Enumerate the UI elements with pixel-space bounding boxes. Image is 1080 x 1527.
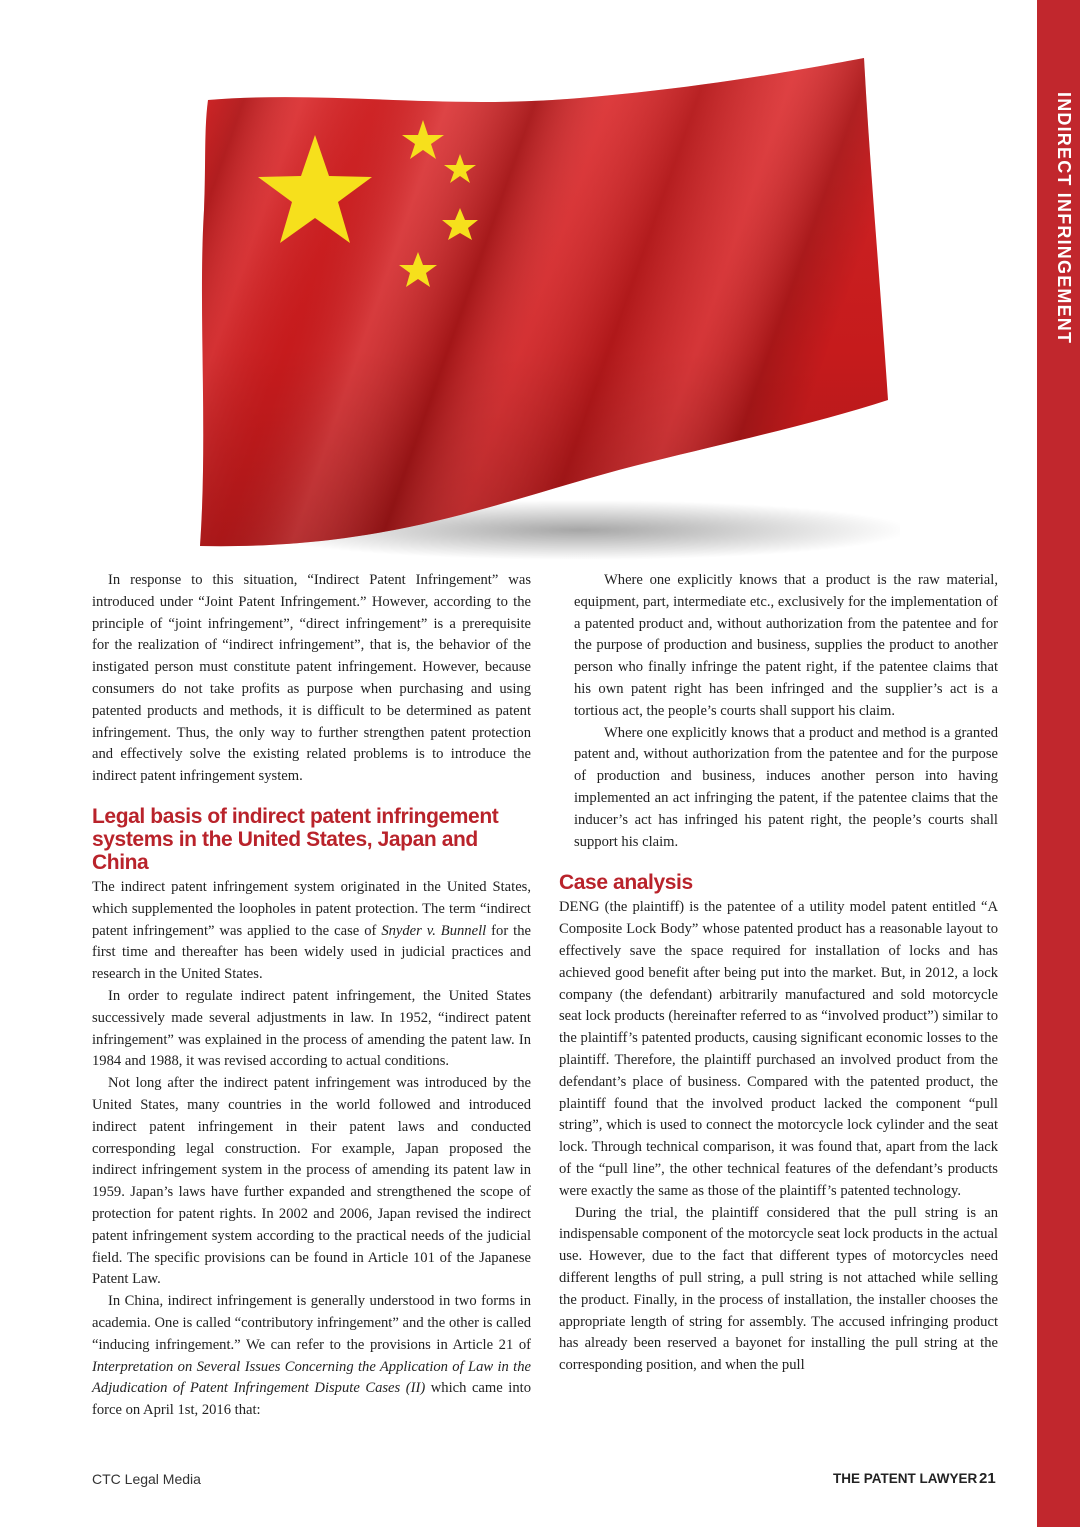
paragraph-text: for the first time and thereafter has been widely used in judicial practices and research in the United States. <box>92 922 531 983</box>
quote-paragraph: Where one explicitly knows that a product is the raw material, equipment, part, intermediate etc., exclusively for the implementation of a patented product and, without authorization from the patentee and for the purpose of production and business, supplies the product to another person who finally infringe the patent right, if the patentee claims that his own patent right has been infringed and the supplier’s act is a tortious act, the people’s courts shall support his claim. <box>574 572 998 719</box>
section-heading: Case analysis <box>559 871 693 895</box>
paragraph <box>92 1291 531 1422</box>
china-flag-icon <box>180 50 900 570</box>
section-label: INDIRECT INFRINGEMENT <box>1054 92 1074 345</box>
footer-magazine-title: THE PATENT LAWYER <box>833 1471 978 1486</box>
document-title: Interpretation on Several Issues Concerning the Application of Law in the Adjudication of Patent Infringement Dispute Cases (II) <box>92 1358 531 1397</box>
paragraph-text: In China, indirect infringement is generally understood in two forms in academia. One is called “contributory infringement” and the other is called “inducing infringement.” We can refer to the provisions in Article 21 of <box>92 1293 531 1353</box>
paragraph: DENG (the plaintiff) is the patentee of a utility model patent entitled “A Composite Lock Body” whose patented product has a reasonable layout to effectively save the space required for installation of locks and has achieved good benefit after being put into the market. But, in 2012, a lock company (the defendant) arbitrarily manufactured and sold motorcycle seat lock products (hereinafter referred to as “involved product”) similar to the plaintiff’s patented products, causing significant economic losses to the plaintiff. Therefore, the plaintiff purchased an involved product from the defendant’s place of business. Compared with the patented product, the plaintiff found that the involved product lacked the component “pull string”, which is used to connect the motorcycle lock cylinder and the seat lock. Through technical comparison, it was found that, apart from the lack of the “pull line”, the other technical features of the defendant’s products were exactly the same as those of the plaintiff’s patented technology. <box>559 899 998 1199</box>
paragraph: In order to regulate indirect patent infringement, the United States successively made several adjustments in law. In 1952, “indirect patent infringement” was explained in the process of amending the patent law. In 1984 and 1988, it was revised according to actual conditions. <box>92 987 531 1070</box>
paragraph-text: which came into force on April 1st, 2016 that: <box>92 1380 531 1419</box>
footer-publisher: CTC Legal Media <box>92 1471 201 1487</box>
case-name: Snyder v. Bunnell <box>381 922 487 939</box>
paragraph: Not long after the indirect patent infringement was introduced by the United States, many countries in the world followed and introduced indirect patent infringement in their patent laws and conducted corresponding legal construction. For example, Japan proposed the indirect infringement system in the process of amending its patent law in 1959. Japan’s laws have further expanded and strengthened the scope of protection for patent rights. In 2002 and 2006, Japan revised the indirect patent infringement system according to the practical needs of the judicial field. The specific provisions can be found in Article 101 of the Japanese Patent Law. <box>92 1075 531 1288</box>
left-column <box>92 570 531 1422</box>
paragraph: In response to this situation, “Indirect Patent Infringement” was introduced under “Joint Patent Infringement.” However, according to the principle of “joint infringement”, “direct infringement” is a prerequisite for the realization of “indirect infringement”, that is, the behavior of the instigated person must constitute patent infringement. However, because consumers do not take profits as purpose when purchasing and using patented products and methods, it is difficult to be determined as patent infringement. Thus, the only way to further strengthen patent protection and effectively solve the existing related problems is to introduce the indirect patent infringement system. <box>92 572 531 785</box>
flag-image <box>180 50 900 570</box>
paragraph: During the trial, the plaintiff considered that the pull string is an indispensable component of the motorcycle seat lock products in the actual use. However, due to the fact that different types of motorcycles need different lengths of pull string, a pull string is not attached while selling the product. Finally, in the process of installation, the installer chooses the appropriate length of string for assembly. The accused infringing product has already been reserved a bayonet for installing the pull string at the corresponding position, and when the pull <box>559 1204 998 1374</box>
page-number: 21 <box>979 1470 996 1487</box>
paragraph-text: The indirect patent infringement system originated in the United States, which supplemented the loopholes in patent protection. The term “indirect patent infringement” was applied to the case of <box>92 878 531 939</box>
paragraph <box>92 877 531 986</box>
quote-paragraph: Where one explicitly knows that a product and method is a granted patent and, without authorization from the patentee and for the purpose of production and business, induces another person into having implemented an act infringing the patent, if the patentee claims that the inducer’s act has infringed his patent right, the people’s courts shall support his claim. <box>574 724 998 850</box>
quoted-provisions <box>559 570 998 853</box>
section-heading: Legal basis of indirect patent infringement systems in the United States, Japan and China <box>92 804 499 874</box>
right-column <box>559 570 998 1377</box>
